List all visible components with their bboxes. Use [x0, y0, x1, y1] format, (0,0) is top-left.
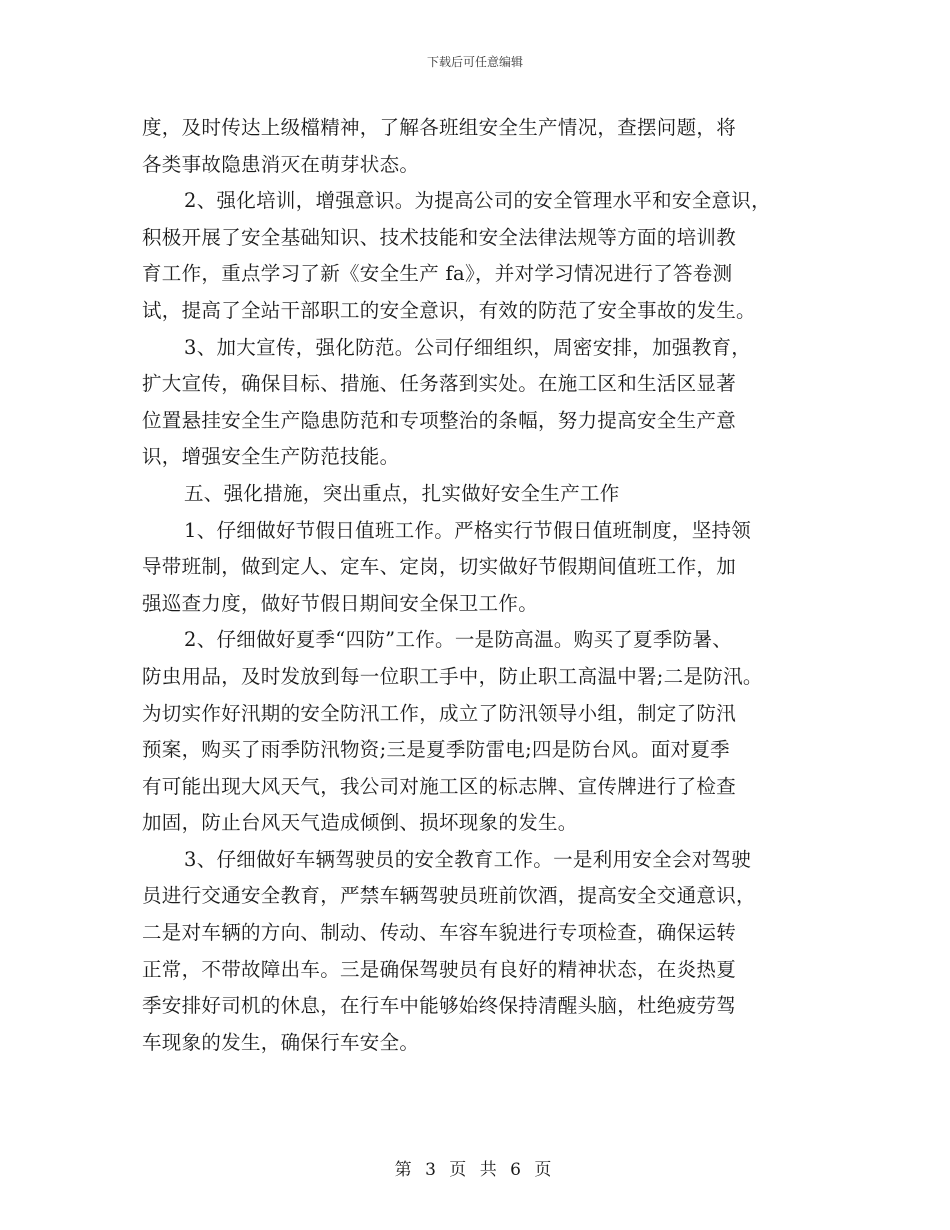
- text-line: 加固，防止台风天气造成倾倒、损坏现象的发生。: [142, 811, 578, 835]
- text-line: 识，增强安全生产防范技能。: [142, 445, 400, 469]
- text-line: 3、加大宣传，强化防范。公司仔细组织，周密安排，加强教育，: [184, 335, 752, 359]
- text-line: 有可能出现大风天气，我公司对施工区的标志牌、宣传牌进行了检查: [142, 774, 737, 798]
- text-line: 导带班制，做到定人、定车、定岗，切实做好节假期间值班工作，加: [142, 555, 737, 579]
- text-line: 位置悬挂安全生产隐患防范和专项整治的条幅，努力提高安全生产意: [142, 408, 737, 432]
- text-line: 二是对车辆的方向、制动、传动、车容车貌进行专项检查，确保运转: [142, 921, 737, 945]
- text-line: 正常，不带故障出车。三是确保驾驶员有良好的精神状态，在炎热夏: [142, 957, 737, 981]
- text-line: 度，及时传达上级檔精神，了解各班组安全生产情况，查摆问题，将: [142, 116, 737, 139]
- text-line: 试，提高了全站干部职工的安全意识，有效的防范了安全事故的发生。: [142, 298, 756, 322]
- text-line: 积极开展了安全基础知识、技术技能和安全法律法规等方面的培训教: [142, 225, 737, 249]
- text-line: 季安排好司机的休息，在行车中能够始终保持清醒头脑，杜绝疲劳驾: [142, 994, 737, 1018]
- document-body: [142, 110, 822, 1061]
- text-line: 强巡查力度，做好节假日期间安全保卫工作。: [142, 591, 539, 615]
- text-line: 1、仔细做好节假日值班工作。严格实行节假日值班制度，坚持领: [184, 518, 752, 542]
- text-line: 员进行交通安全教育，严禁车辆驾驶员班前饮酒，提高安全交通意识，: [142, 884, 756, 908]
- text-line: 2、强化培训，增强意识。为提高公司的安全管理水平和安全意识，: [184, 189, 771, 213]
- text-line: 育工作，重点学习了新《安全生产 fa》，并对学习情况进行了答卷测: [142, 262, 733, 286]
- text-line: 五、强化措施，突出重点，扎实做好安全生产工作: [184, 481, 620, 505]
- text-line: 车现象的发生，确保行车安全。: [142, 1030, 420, 1054]
- text-line: 扩大宣传，确保目标、措施、任务落到实处。在施工区和生活区显著: [142, 372, 737, 396]
- text-line: 预案，购买了雨季防汛物资;三是夏季防雷电;四是防台风。面对夏季: [142, 738, 730, 762]
- page-header: 下载后可任意编辑: [426, 55, 523, 69]
- page-number: 第 3 页 共 6 页: [394, 1160, 556, 1180]
- text-line: 为切实作好汛期的安全防汛工作，成立了防汛领导小组，制定了防汛: [142, 701, 737, 725]
- text-line: 防虫用品，及时发放到每一位职工手中，防止职工高温中署;二是防汛。: [142, 664, 763, 688]
- text-line: 3、仔细做好车辆驾驶员的安全教育工作。一是利用安全会对驾驶: [184, 847, 752, 871]
- text-line: 各类事故隐患消灭在萌芽状态。: [142, 152, 420, 176]
- text-line: 2、仔细做好夏季“四防”工作。一是防高温。购买了夏季防暑、: [184, 628, 733, 652]
